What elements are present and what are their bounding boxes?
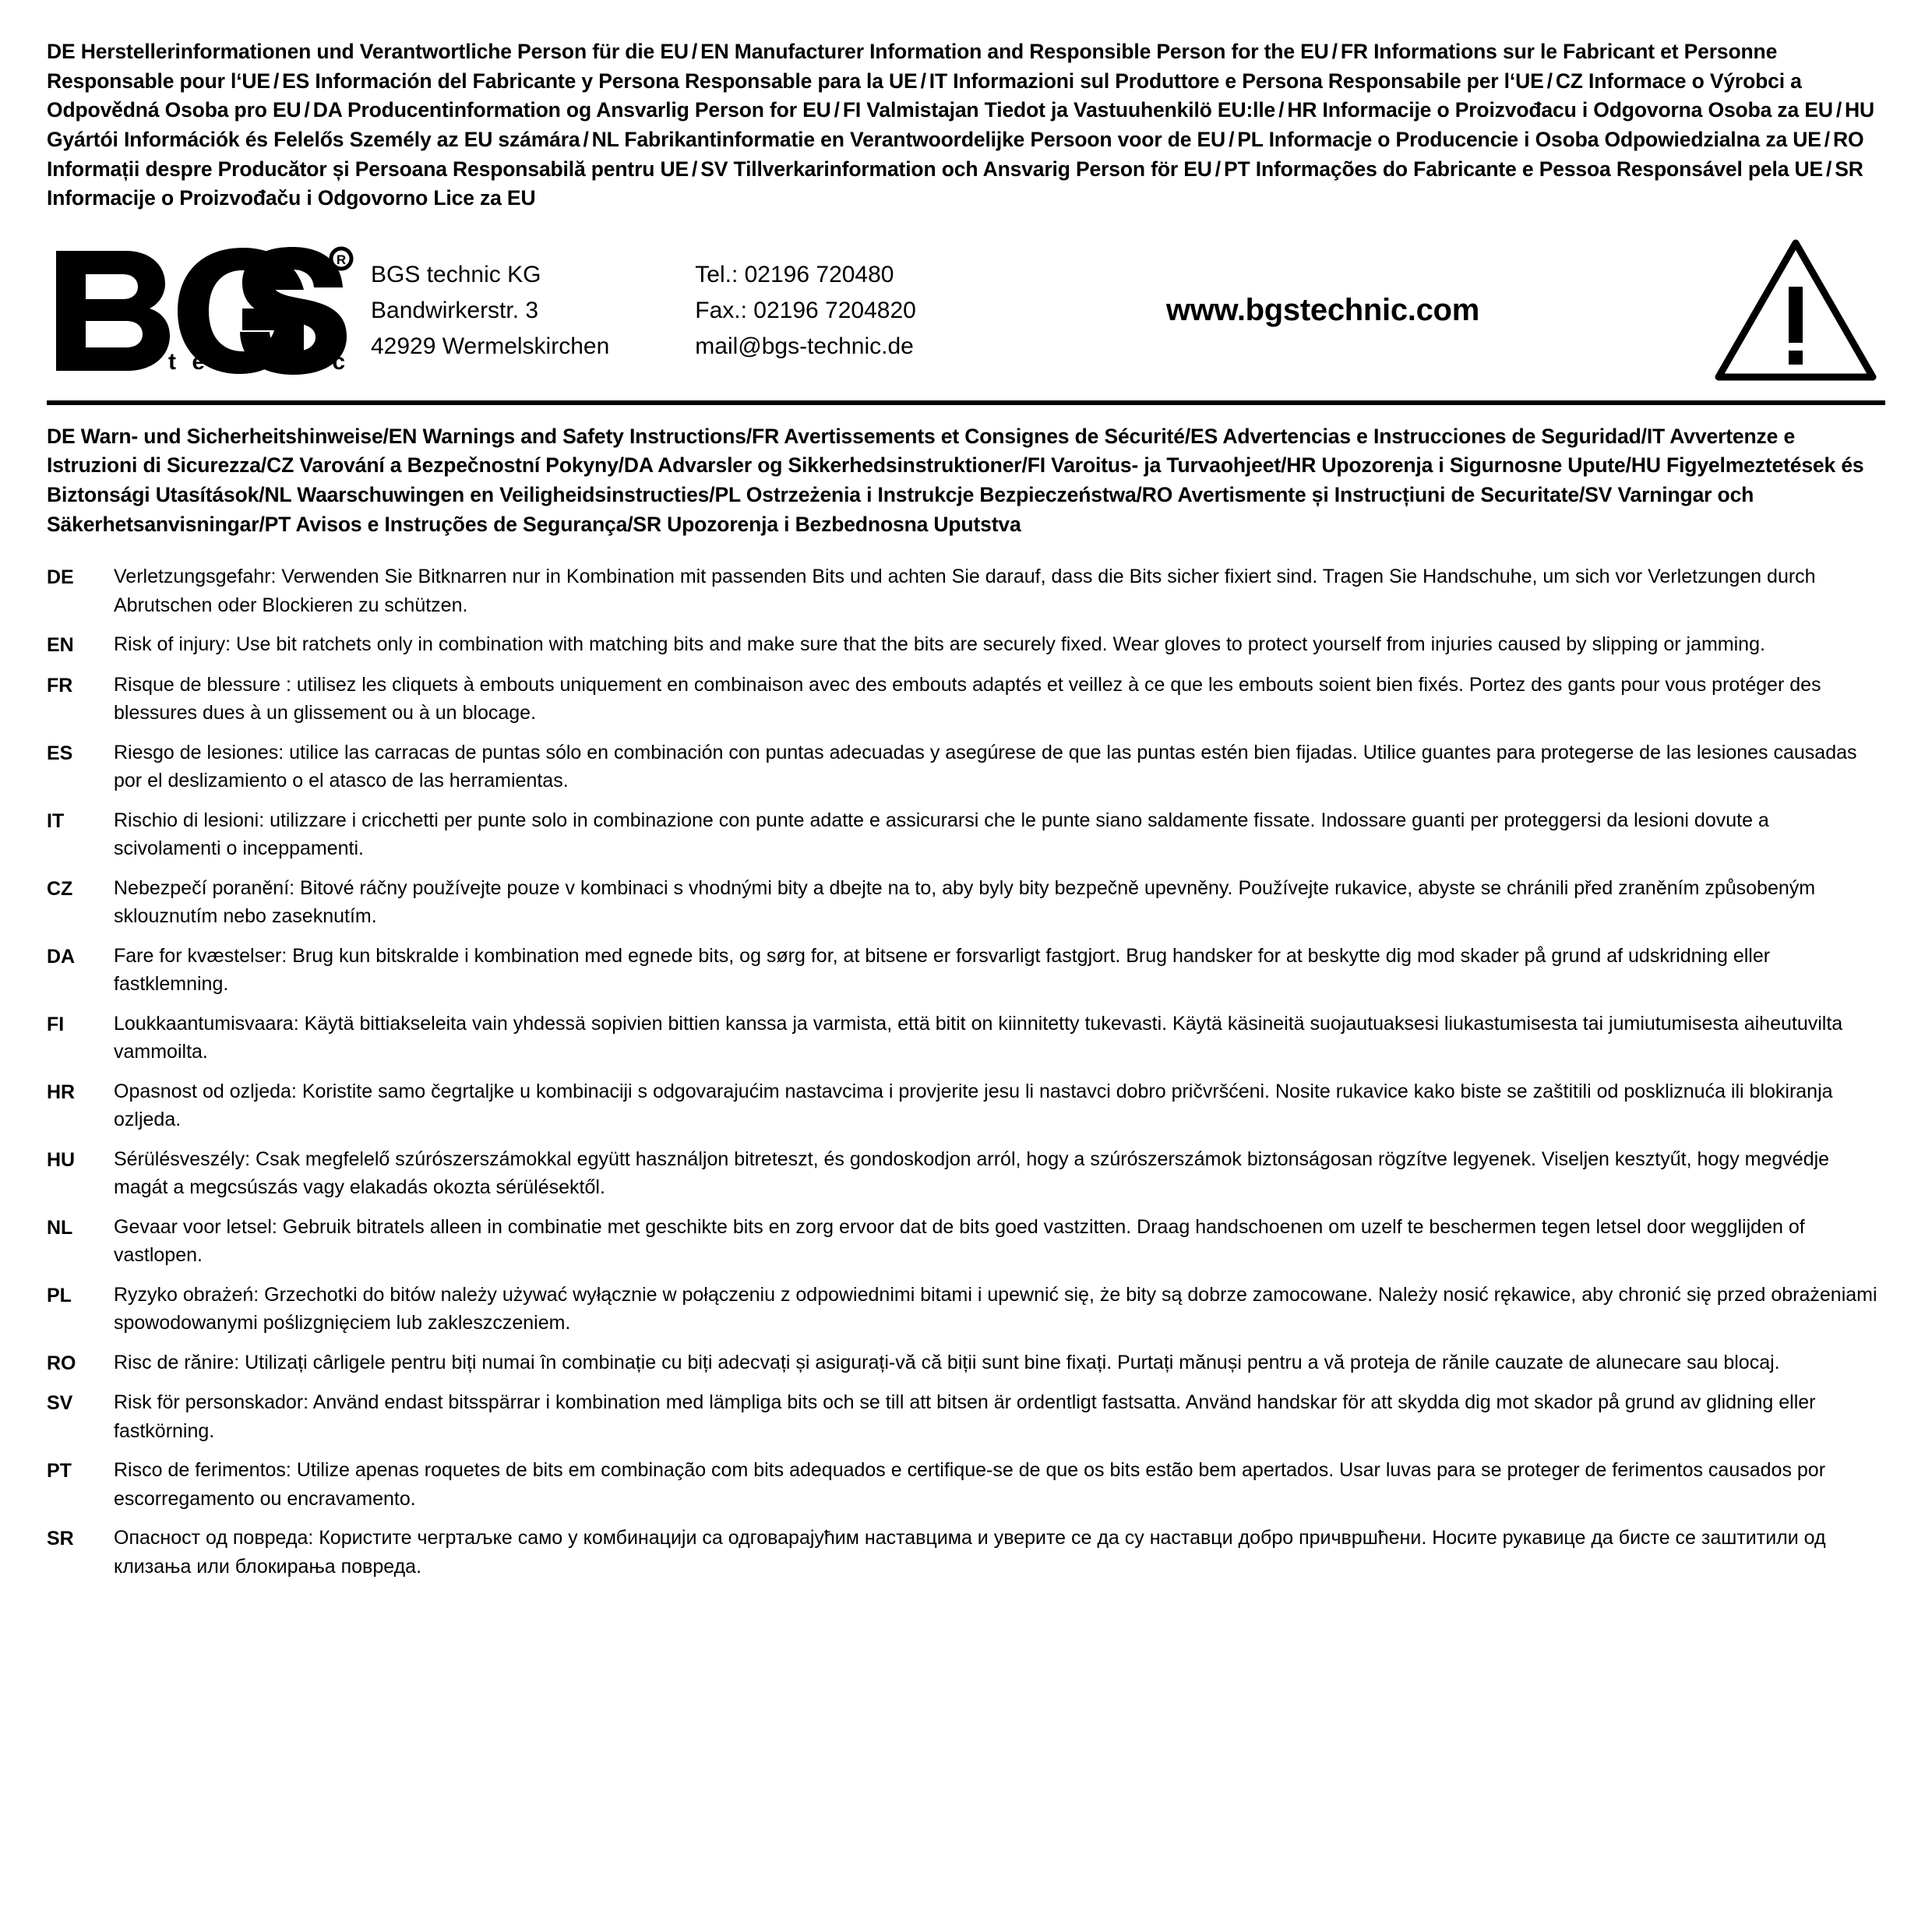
warning-language-code: DA <box>47 945 76 968</box>
warning-language-code: ES <box>47 742 73 764</box>
warning-row <box>47 1388 1885 1445</box>
warning-text: Risco de ferimentos: Utilize apenas roquetes de bits em combinação com bits adequados e certifique-se de que os bits estão bem apertados. Usar luvas para se proteger de ferimentos causados por escorregamento ou encravamento. <box>114 1459 1826 1510</box>
manufacturer-info-separator: / <box>920 69 926 93</box>
company-website[interactable]: www.bgstechnic.com <box>1165 293 1479 328</box>
manufacturer-info-segment: DA Producentinformation og Ansvarlig Person for EU <box>312 98 831 122</box>
warning-text: Gevaar voor letsel: Gebruik bitratels alleen in combinatie met geschikte bits en zorg ervoor dat de bits goed vastzitten. Draag handschoenen om uzelf te beschermen tegen letsel door wegglijden of vastlopen. <box>114 1215 1805 1267</box>
safety-heading-separator: / <box>746 424 753 448</box>
warning-language-code: EN <box>47 634 74 657</box>
safety-instructions-heading <box>47 422 1885 540</box>
warning-row <box>47 739 1885 795</box>
warning-text: Nebezpečí poranění: Bitové ráčny používejte pouze v kombinaci s vhodnými bity a dbejte na to, aby byly bity bezpečně upevněny. Používejte rukavice, abyste se chránili před zraněním způsobeným sklouznutím nebo zaseknutím. <box>114 876 1816 928</box>
manufacturer-info-segment: RO Informații despre Producător și Persoana Responsabilă pentru UE <box>47 127 1864 181</box>
company-street: Bandwirkerstr. 3 <box>371 297 539 323</box>
safety-heading-separator: / <box>1578 483 1585 506</box>
manufacturer-info-separator: / <box>1546 69 1553 93</box>
warning-row <box>47 562 1885 619</box>
safety-heading-segment: SV Varningar och Säkerhetsanvisningar <box>47 483 1754 536</box>
manufacturer-info-segment: FR Informations sur le Fabricant et Personne Responsable pour l‘UE <box>47 40 1778 93</box>
warning-language-code: SR <box>47 1528 74 1550</box>
svg-text:R: R <box>336 252 347 267</box>
svg-text:t e c h n i c: t e c h n i c <box>168 348 351 375</box>
warning-text: Risk för personskador: Använd endast bitsspärrar i kombination med lämpliga bits och se till att bitsen är ordentligt fastsatta. Använd handskar för att skydda dig mot skador på grund av glidning eller fastkörning. <box>114 1391 1816 1442</box>
warning-language-code: IT <box>47 809 65 832</box>
warning-language-code: RO <box>47 1352 76 1374</box>
warning-text: Risc de rănire: Utilizați cârligele pentru biți numai în combinație cu biți adecvați și asigurați-vă că biții sunt bine fixați. Purtați mănuși pentru a vă proteja de rănile cauzate de alunecare sau blocaj. <box>114 1351 1780 1373</box>
manufacturer-info-separator: / <box>834 98 840 122</box>
company-name: BGS technic KG <box>371 262 541 288</box>
manufacturer-info-segment: CZ Informace o Výrobci a Odpovědná Osoba pro EU <box>47 69 1802 122</box>
warning-text: Fare for kvæstelser: Brug kun bitskralde i kombination med egnede bits, og sørg for, at bitsene er forsvarligt fastgjort. Brug handsker for at beskytte dig mod skader på grund af udskridning eller fastklemning. <box>114 944 1771 996</box>
safety-heading-segment: SR Upozorenja i Bezbednosna Uputstva <box>633 512 1021 536</box>
safety-heading-separator: / <box>618 453 624 478</box>
warning-text: Riesgo de lesiones: utilice las carracas de puntas sólo en combinación con puntas adecuadas y asegúrese de que las puntas estén bien fijadas. Utilice guantes para protegerse de las lesiones causadas por el deslizamiento o el atasco de las herramientas. <box>114 741 1857 792</box>
manufacturer-info-separator: / <box>1835 98 1842 122</box>
warning-language-code: SV <box>47 1392 73 1415</box>
warning-language-code: PT <box>47 1460 72 1482</box>
company-email[interactable]: mail@bgs-technic.de <box>695 333 914 359</box>
safety-heading-segment: HR Upozorenja i Sigurnosne Upute <box>1286 453 1626 478</box>
warning-row <box>47 1010 1885 1066</box>
warning-text: Risque de blessure : utilisez les cliquets à embouts uniquement en combinaison avec des embouts adaptés et veillez à ce que les embouts soient bien fixés. Portez des gants pour vous protéger des blessures dues à un glissement ou à un blocage. <box>114 673 1821 724</box>
manufacturer-info-separator: / <box>692 157 698 181</box>
safety-heading-segment: FI Varoitus- ja Turvaohjeet <box>1027 453 1281 478</box>
warning-text: Sérülésveszély: Csak megfelelő szúrószerszámokkal együtt használjon bitreteszt, és gondoskodjon arról, hogy a szúrószerszámok biztonságosan rögzítve legyenek. Viseljen kesztyűt, hogy megvédje magát a megcsúszás vagy elakadás okozta sérülésektől. <box>114 1148 1830 1199</box>
manufacturer-info-segment: ES Información del Fabricante y Persona Responsable para la UE <box>282 69 918 93</box>
warning-row <box>47 1456 1885 1513</box>
manufacturer-info-separator: / <box>1278 98 1285 122</box>
warning-row <box>47 630 1885 660</box>
manufacturer-info-separator: / <box>583 127 589 151</box>
manufacturer-info-segment: HR Informacije o Proizvođacu i Odgovorna Osoba za EU <box>1287 98 1833 122</box>
warning-language-code: DE <box>47 566 74 589</box>
safety-heading-separator: / <box>1281 453 1287 478</box>
manufacturer-info-segment: HU Gyártói Információk és Felelős Személy az EU számára <box>47 98 1875 151</box>
safety-heading-segment: RO Avertismente și Instrucțiuni de Securitate <box>1141 483 1579 506</box>
company-tel: Tel.: 02196 720480 <box>695 262 894 288</box>
safety-heading-separator: / <box>260 453 267 478</box>
safety-heading-separator: / <box>259 512 265 536</box>
manufacturer-info-segment: NL Fabrikantinformatie en Verantwoordelijke Persoon voor de EU <box>591 127 1226 151</box>
manufacturer-info-separator: / <box>1229 127 1235 151</box>
warnings-list <box>47 562 1885 1581</box>
safety-heading-segment: HU Figyelmeztetések és Biztonsági Utasítások <box>47 453 1864 506</box>
manufacturer-info-separator: / <box>1824 127 1830 151</box>
warning-row <box>47 671 1885 728</box>
warning-row <box>47 806 1885 863</box>
safety-heading-separator: / <box>627 512 633 536</box>
warning-language-code: PL <box>47 1284 72 1306</box>
safety-heading-segment: IT Avvertenze e Istruzioni di Sicurezza <box>47 424 1796 478</box>
safety-heading-separator: / <box>1625 453 1631 478</box>
manufacturer-info-segment: PT Informações do Fabricante e Pessoa Responsável pela UE <box>1223 157 1824 181</box>
safety-heading-segment: NL Waarschuwingen en Veiligheidsinstructies <box>264 483 710 506</box>
company-city: 42929 Wermelskirchen <box>371 333 610 359</box>
warning-text: Verletzungsgefahr: Verwenden Sie Bitknarren nur in Kombination mit passenden Bits und achten Sie darauf, dass die Bits sicher fixiert sind. Tragen Sie Handschuhe, um sich vor Verletzungen durch Abrutschen oder Blockieren zu schützen. <box>114 566 1816 616</box>
safety-heading-separator: / <box>709 483 715 506</box>
safety-heading-separator: / <box>1136 483 1142 506</box>
safety-heading-segment: FR Avertissements et Consignes de Sécurité <box>752 424 1185 448</box>
safety-heading-segment: CZ Varování a Bezpečnostní Pokyny <box>266 453 619 478</box>
warning-row <box>47 1349 1885 1378</box>
manufacturer-info-segment: EN Manufacturer Information and Responsible Person for the EU <box>700 40 1329 63</box>
manufacturer-info-separator: / <box>1331 40 1338 63</box>
warning-text: Risk of injury: Use bit ratchets only in combination with matching bits and make sure that the bits are securely fixed. Wear gloves to protect yourself from injuries caused by slipping or jamming. <box>114 633 1765 656</box>
manufacturer-info-separator: / <box>1215 157 1221 181</box>
safety-heading-separator: / <box>1184 424 1191 448</box>
safety-heading-segment: ES Advertencias e Instrucciones de Seguridad <box>1190 424 1641 448</box>
manufacturer-info-segment: SR Informacije o Proizvođaču i Odgovorno Lice za EU <box>47 157 1863 210</box>
safety-heading-separator: / <box>383 424 389 448</box>
safety-heading-segment: EN Warnings and Safety Instructions <box>388 424 746 448</box>
manufacturer-info-separator: / <box>304 98 310 122</box>
warning-row <box>47 1524 1885 1581</box>
safety-heading-segment: PT Avisos e Instruções de Segurança <box>264 512 628 536</box>
warning-row <box>47 1213 1885 1270</box>
warning-language-code: HR <box>47 1081 76 1103</box>
warning-row <box>47 1077 1885 1134</box>
company-header-band <box>47 224 1885 405</box>
company-address <box>363 257 609 364</box>
warning-row <box>47 942 1885 999</box>
manufacturer-info-segment: IT Informazioni sul Produttore e Persona Responsabile per l‘UE <box>929 69 1544 93</box>
safety-heading-segment: DE Warn- und Sicherheitshinweise <box>47 424 383 448</box>
warning-triangle-icon <box>1698 238 1885 383</box>
warning-language-code: CZ <box>47 877 73 900</box>
company-fax: Fax.: 02196 7204820 <box>695 297 916 323</box>
warning-language-code: HU <box>47 1148 76 1171</box>
safety-heading-separator: / <box>1021 453 1028 478</box>
warning-text: Loukkaantumisvaara: Käytä bittiakseleita vain yhdessä sopivien bittien kanssa ja varmista, että bitit on kiinnitetty tukevasti. Käytä käsineitä suojautuaksesi liukastumisesta tai jumiutumisesta aiheutuvilta vammoilta. <box>114 1012 1843 1063</box>
warning-text: Опасност од повреда: Користите чегртаљке само у комбинацији са одговарајућим наставцима и уверите се да су наставци добро причвршћени. Носите рукавице да бисте се заштитили од клизања или блокирања повреда. <box>114 1527 1826 1578</box>
manufacturer-info-separator: / <box>273 69 280 93</box>
manufacturer-info-heading <box>47 37 1885 213</box>
warning-row <box>47 1145 1885 1202</box>
warning-row <box>47 874 1885 931</box>
warning-text: Opasnost od ozljeda: Koristite samo čegrtaljke u kombinaciji s odgovarajućim nastavcima i provjerite jesu li nastavci dobro pričvršćeni. Nosite rukavice kako biste se zaštitili od poskliznuća ili blokiranja ozljeda. <box>114 1080 1833 1131</box>
safety-heading-separator: / <box>259 483 265 506</box>
manufacturer-info-segment: PL Informacje o Producencie i Osoba Odpowiedzialna za UE <box>1237 127 1821 151</box>
safety-heading-segment: DA Advarsler og Sikkerhedsinstruktioner <box>623 453 1022 478</box>
manufacturer-info-separator: / <box>691 40 698 63</box>
bgs-logo <box>47 245 363 377</box>
manufacturer-info-segment: DE Herstellerinformationen und Verantwortliche Person für die EU <box>47 40 689 63</box>
warning-text: Rischio di lesioni: utilizzare i cricchetti per punte solo in combinazione con punte adatte e assicurarsi che le punte siano saldamente fissate. Indossare guanti per proteggersi da lesioni dovute a scivolamenti o inceppamenti. <box>114 809 1769 860</box>
manufacturer-info-separator: / <box>1826 157 1832 181</box>
warning-language-code: NL <box>47 1216 73 1239</box>
warning-language-code: FI <box>47 1013 65 1035</box>
warning-text: Ryzyko obrażeń: Grzechotki do bitów należy używać wyłącznie w połączeniu z odpowiednimi bitami i upewnić się, że bity są dobrze zamocowane. Należy nosić rękawice, aby chronić się przed obrażeniami spowodowanymi poślizgnięciem lub zakleszczeniem. <box>114 1283 1877 1334</box>
manufacturer-info-segment: FI Valmistajan Tiedot ja Vastuuhenkilö EU:lle <box>842 98 1276 122</box>
warning-row <box>47 1281 1885 1338</box>
safety-heading-segment: PL Ostrzeżenia i Instrukcje Bezpieczeństwa <box>714 483 1137 506</box>
manufacturer-info-segment: SV Tillverkarinformation och Ansvarig Person för EU <box>700 157 1212 181</box>
safety-heading-separator: / <box>1641 424 1647 448</box>
company-contact <box>609 257 916 364</box>
warning-language-code: FR <box>47 674 73 696</box>
